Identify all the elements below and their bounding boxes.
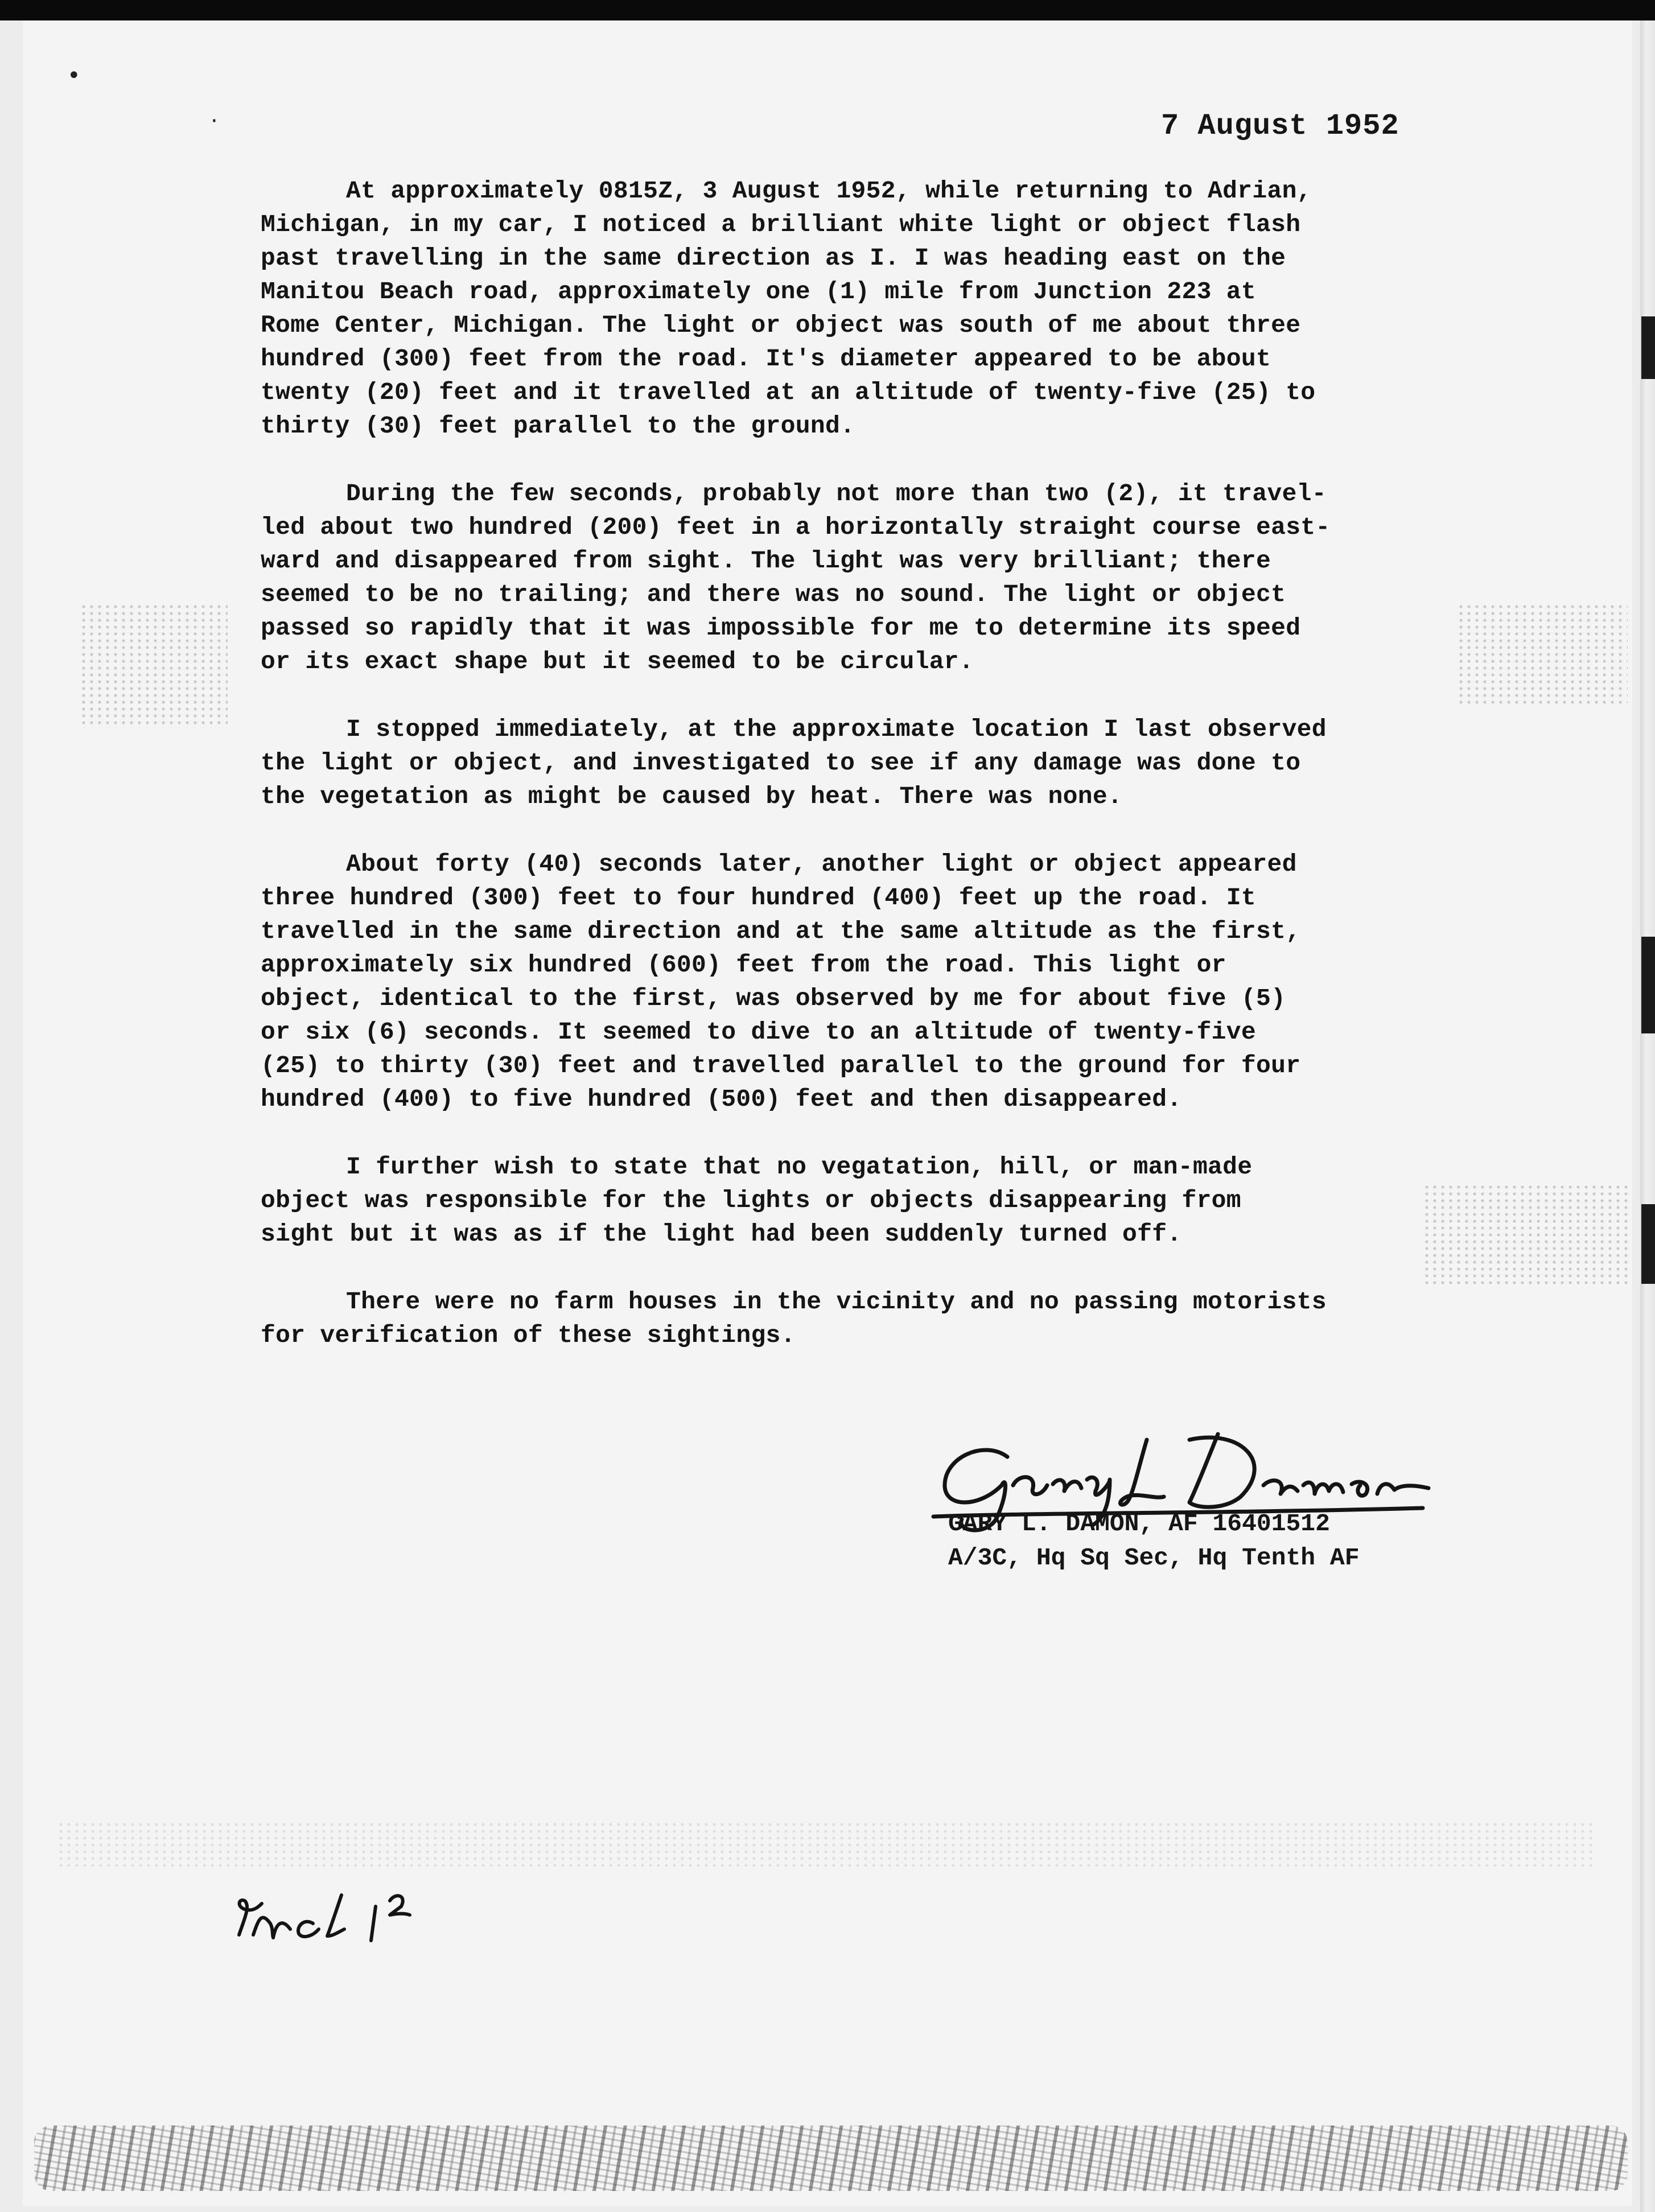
text-line: About forty (40) seconds later, another light or object appeared <box>346 850 1297 878</box>
text-line: or six (6) seconds. It seemed to dive to an altitude of twenty-five <box>261 1018 1256 1046</box>
stray-mark: • <box>67 63 81 89</box>
text-line: the light or object, and investigated to see if any damage was done to <box>261 749 1301 777</box>
scan-right-edge <box>1640 20 1655 2212</box>
paragraph-5 <box>261 1150 1479 1251</box>
text-line: hundred (300) feet from the road. It's diameter appeared to be about <box>261 345 1271 373</box>
text-line: past travelling in the same direction as I. I was heading east on the <box>261 244 1286 272</box>
scan-noise <box>57 1821 1594 1867</box>
text-line: sight but it was as if the light had been suddenly turned off. <box>261 1220 1182 1248</box>
edge-mark <box>1641 1204 1655 1284</box>
text-line: ward and disappeared from sight. The light was very brilliant; there <box>261 547 1271 575</box>
text-line: During the few seconds, probably not more than two (2), it travel- <box>346 480 1327 508</box>
text-line: for verification of these sightings. <box>261 1321 796 1349</box>
handwritten-inclosure-note <box>228 1884 455 1952</box>
scan-noise <box>80 603 228 728</box>
stray-mark: · <box>211 108 218 134</box>
paragraph-4 <box>261 847 1479 1116</box>
text-line: I stopped immediately, at the approximate location I last observed <box>346 715 1327 743</box>
text-line: At approximately 0815Z, 3 August 1952, while returning to Adrian, <box>346 177 1312 205</box>
text-line: travelled in the same direction and at the same altitude as the first, <box>261 917 1301 945</box>
edge-mark <box>1641 937 1655 1033</box>
letter-date: 7 August 1952 <box>1161 109 1399 143</box>
text-line: thirty (30) feet parallel to the ground. <box>261 412 855 440</box>
paragraph-1 <box>261 174 1479 443</box>
letter-body <box>261 174 1479 1386</box>
scan-noise <box>1457 603 1628 706</box>
text-line: Rome Center, Michigan. The light or object was south of me about three <box>261 311 1301 339</box>
signature-block <box>948 1507 1360 1575</box>
paragraph-2 <box>261 477 1479 678</box>
text-line: Michigan, in my car, I noticed a brilliant white light or object flash <box>261 211 1301 238</box>
paragraph-3 <box>261 712 1479 813</box>
text-line: led about two hundred (200) feet in a horizontally straight course east- <box>261 513 1331 541</box>
rank-unit: A/3C, Hq Sq Sec, Hq Tenth AF <box>948 1544 1360 1572</box>
text-line: I further wish to state that no vegatation, hill, or man-made <box>346 1153 1253 1181</box>
scan-top-border <box>0 0 1655 20</box>
typed-name: GARY L. DAMON, AF 16401512 <box>948 1510 1330 1538</box>
text-line: the vegetation as might be caused by heat. There was none. <box>261 782 1123 810</box>
text-line: hundred (400) to five hundred (500) feet and then disappeared. <box>261 1085 1182 1113</box>
text-line: object was responsible for the lights or objects disappearing from <box>261 1187 1241 1214</box>
text-line: seemed to be no trailing; and there was no sound. The light or object <box>261 580 1286 608</box>
text-line: There were no farm houses in the vicinity and no passing motorists <box>346 1288 1327 1316</box>
text-line: object, identical to the first, was observed by me for about five (5) <box>261 985 1286 1012</box>
text-line: twenty (20) feet and it travelled at an altitude of twenty-five (25) to <box>261 378 1316 406</box>
text-line: (25) to thirty (30) feet and travelled parallel to the ground for four <box>261 1052 1301 1080</box>
edge-mark <box>1641 316 1655 379</box>
paragraph-6 <box>261 1285 1479 1352</box>
text-line: three hundred (300) feet to four hundred (400) feet up the road. It <box>261 884 1256 912</box>
text-line: Manitou Beach road, approximately one (1) mile from Junction 223 at <box>261 278 1256 306</box>
text-line: approximately six hundred (600) feet from the road. This light or <box>261 951 1226 979</box>
scan-bottom-artifact <box>34 2126 1628 2191</box>
text-line: or its exact shape but it seemed to be circular. <box>261 648 974 675</box>
text-line: passed so rapidly that it was impossible for me to determine its speed <box>261 614 1301 642</box>
